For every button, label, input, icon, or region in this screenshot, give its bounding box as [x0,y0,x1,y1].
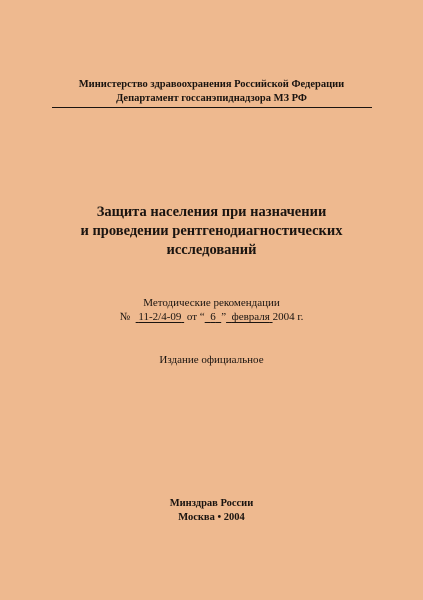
document-number-line [120,310,304,324]
issue-day: 6 [210,311,216,323]
publication-place-year: Москва • 2004 [178,512,245,523]
issue-month: февраля [231,311,270,323]
document-title [0,203,423,260]
document-number: 11-2/4-09 [138,311,182,323]
document-type: Методические рекомендации [143,297,280,309]
document-type-block [0,296,423,324]
department-name: Департамент госсанэпиднадзора МЗ РФ [116,93,307,104]
from-word: от [186,311,198,323]
ministry-name: Министерство здравоохранения Российской Федерации [78,79,345,90]
number-sign: № [119,311,131,323]
edition-note: Издание официальное [159,354,264,366]
publisher-block [0,497,423,525]
title-line-1: Защита населения при назначении [96,204,327,220]
open-quote: “ [199,311,205,323]
publisher-name: Минздрав России [169,498,254,509]
issue-year: 2004 г. [272,311,304,323]
close-quote: ” [221,311,227,323]
issuing-authority [0,78,423,106]
header-divider [52,107,372,108]
title-line-2: и проведении рентгенодиагностических [80,223,343,239]
title-line-3: исследований [166,242,257,258]
